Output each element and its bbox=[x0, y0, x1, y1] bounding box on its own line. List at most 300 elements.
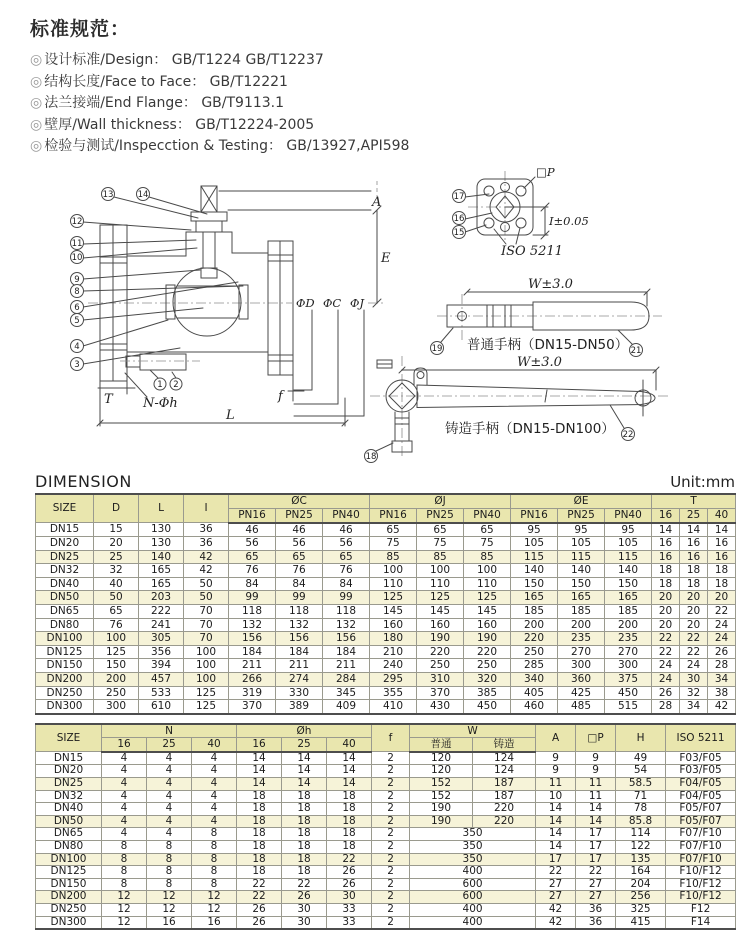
value-cell: 295 bbox=[370, 673, 417, 687]
size-cell: DN200 bbox=[36, 891, 102, 904]
value-cell: 355 bbox=[370, 686, 417, 700]
value-cell: 70 bbox=[184, 605, 229, 619]
value-cell: 185 bbox=[511, 605, 558, 619]
table-row bbox=[36, 523, 736, 537]
size-cell: DN125 bbox=[36, 645, 94, 659]
value-cell: 250 bbox=[464, 659, 511, 673]
col-header-f: f bbox=[372, 724, 410, 752]
value-cell: 27 bbox=[536, 878, 576, 891]
table-row bbox=[36, 778, 736, 791]
callout-18-label: 18 bbox=[365, 451, 377, 462]
value-cell: 8 bbox=[192, 828, 237, 841]
value-cell: 4 bbox=[147, 778, 192, 791]
value-cell: 130 bbox=[139, 523, 184, 537]
value-cell: 38 bbox=[708, 686, 736, 700]
table-row bbox=[36, 605, 736, 619]
value-cell: 2 bbox=[372, 790, 410, 803]
value-cell: 515 bbox=[605, 700, 652, 714]
dimension-table bbox=[35, 493, 736, 715]
value-cell: 14 bbox=[237, 765, 282, 778]
col-header-i: I bbox=[184, 494, 229, 523]
value-cell: 22 bbox=[237, 878, 282, 891]
value-cell: 33 bbox=[327, 916, 372, 929]
value-cell: 125 bbox=[417, 591, 464, 605]
size-cell: DN80 bbox=[36, 618, 94, 632]
value-cell: 54 bbox=[616, 765, 666, 778]
value-cell: 46 bbox=[276, 523, 323, 537]
value-cell: 24 bbox=[680, 659, 708, 673]
value-cell: 125 bbox=[370, 591, 417, 605]
value-cell: 533 bbox=[139, 686, 184, 700]
iso-flange-cell: F04/F05 bbox=[666, 778, 736, 791]
bullet-icon: ◎ bbox=[30, 52, 43, 68]
value-cell: 305 bbox=[139, 632, 184, 646]
dimension-header bbox=[35, 472, 735, 491]
value-cell: 14 bbox=[327, 765, 372, 778]
iso-flange-cell: F07/F10 bbox=[666, 840, 736, 853]
value-cell: 105 bbox=[558, 537, 605, 551]
value-cell: 22 bbox=[327, 853, 372, 866]
value-cell: 185 bbox=[558, 605, 605, 619]
size-cell: DN300 bbox=[36, 916, 102, 929]
table-row bbox=[36, 853, 736, 866]
subheader-oh16: 16 bbox=[237, 738, 282, 752]
value-cell: 140 bbox=[605, 564, 652, 578]
value-cell: 18 bbox=[237, 840, 282, 853]
col-header-iso5211: ISO 5211 bbox=[666, 724, 736, 752]
dim-label-t: T bbox=[104, 391, 113, 407]
iso-flange-cell: F03/F05 bbox=[666, 752, 736, 765]
value-cell: 105 bbox=[511, 537, 558, 551]
value-cell: 125 bbox=[184, 686, 229, 700]
subheader-pn25: PN25 bbox=[276, 508, 323, 523]
value-cell: 65 bbox=[323, 550, 370, 564]
technical-drawing bbox=[0, 158, 750, 470]
value-cell: 220 bbox=[511, 632, 558, 646]
value-cell: 122 bbox=[616, 840, 666, 853]
size-cell: DN20 bbox=[36, 537, 94, 551]
value-cell: 200 bbox=[511, 618, 558, 632]
value-cell: 50 bbox=[184, 591, 229, 605]
value-cell: 34 bbox=[708, 673, 736, 687]
value-cell: 4 bbox=[147, 790, 192, 803]
subheader-pn16: PN16 bbox=[229, 508, 276, 523]
standard-text: 法兰接端/End Flange： GB/T9113.1 bbox=[44, 95, 285, 111]
value-cell: 46 bbox=[323, 523, 370, 537]
subheader-oh40: 40 bbox=[327, 738, 372, 752]
callout-17-label: 17 bbox=[453, 191, 465, 202]
size-cell: DN40 bbox=[36, 577, 94, 591]
value-cell: 65 bbox=[417, 523, 464, 537]
value-cell: 100 bbox=[464, 564, 511, 578]
iso-flange-cell: F14 bbox=[666, 916, 736, 929]
value-cell: 2 bbox=[372, 878, 410, 891]
value-cell: 115 bbox=[558, 550, 605, 564]
col-group-oe: ØE bbox=[511, 494, 652, 509]
value-cell: 12 bbox=[102, 903, 147, 916]
value-cell: 56 bbox=[323, 537, 370, 551]
mounting-table bbox=[35, 723, 736, 930]
callout-13-label: 13 bbox=[102, 189, 114, 200]
table-row bbox=[36, 618, 736, 632]
value-cell: 24 bbox=[652, 659, 680, 673]
value-cell: 274 bbox=[276, 673, 323, 687]
value-cell: 250 bbox=[94, 686, 139, 700]
value-cell: 125 bbox=[184, 700, 229, 714]
value-cell: 610 bbox=[139, 700, 184, 714]
bullet-icon: ◎ bbox=[30, 95, 43, 111]
value-cell: 42 bbox=[536, 916, 576, 929]
size-cell: DN80 bbox=[36, 840, 102, 853]
value-cell: 22 bbox=[536, 866, 576, 879]
value-cell: 99 bbox=[323, 591, 370, 605]
value-cell: 4 bbox=[192, 790, 237, 803]
unit-label: Unit:mm bbox=[670, 472, 735, 491]
size-cell: DN25 bbox=[36, 550, 94, 564]
value-cell: 450 bbox=[464, 700, 511, 714]
value-cell: 145 bbox=[464, 605, 511, 619]
iso5211-mounting-pad-view bbox=[453, 165, 589, 259]
value-cell: 4 bbox=[147, 803, 192, 816]
value-cell: 11 bbox=[576, 778, 616, 791]
value-cell: 4 bbox=[192, 765, 237, 778]
value-cell: 140 bbox=[139, 550, 184, 564]
value-cell: 75 bbox=[370, 537, 417, 551]
value-cell: 26 bbox=[708, 645, 736, 659]
value-cell: 9 bbox=[536, 752, 576, 765]
value-cell: 85 bbox=[464, 550, 511, 564]
col-group-oj: ØJ bbox=[370, 494, 511, 509]
iso-flange-cell: F10/F12 bbox=[666, 891, 736, 904]
value-cell: 220 bbox=[417, 645, 464, 659]
value-cell: 14 bbox=[282, 752, 327, 765]
value-cell: 18 bbox=[327, 790, 372, 803]
value-cell: 9 bbox=[576, 752, 616, 765]
col-header-h: H bbox=[616, 724, 666, 752]
value-cell: 310 bbox=[417, 673, 464, 687]
value-cell: 36 bbox=[576, 903, 616, 916]
value-cell: 49 bbox=[616, 752, 666, 765]
value-cell: 140 bbox=[511, 564, 558, 578]
value-cell: 36 bbox=[576, 916, 616, 929]
value-cell: 360 bbox=[558, 673, 605, 687]
value-cell: 190 bbox=[417, 632, 464, 646]
value-cell: 75 bbox=[464, 537, 511, 551]
table-row bbox=[36, 632, 736, 646]
value-cell: 220 bbox=[473, 803, 536, 816]
value-cell: 14 bbox=[652, 523, 680, 537]
iso-flange-cell: F10/F12 bbox=[666, 866, 736, 879]
value-cell: 190 bbox=[464, 632, 511, 646]
bullet-icon: ◎ bbox=[30, 73, 43, 90]
dim-label-nh: N-Φh bbox=[143, 395, 178, 411]
table-row bbox=[36, 537, 736, 551]
dim-label-i-tolerance: I±0.05 bbox=[549, 213, 589, 228]
value-cell: 18 bbox=[327, 815, 372, 828]
value-cell: 160 bbox=[464, 618, 511, 632]
mounting-table-body bbox=[36, 752, 736, 929]
callout-11-label: 11 bbox=[71, 238, 83, 249]
value-cell: 2 bbox=[372, 840, 410, 853]
col-header-size: SIZE bbox=[36, 724, 102, 752]
value-cell: 42 bbox=[708, 700, 736, 714]
value-cell: 20 bbox=[680, 618, 708, 632]
value-cell: 50 bbox=[94, 591, 139, 605]
dim-label-a: A bbox=[372, 194, 382, 210]
table-row bbox=[36, 866, 736, 879]
iso-flange-cell: F03/F05 bbox=[666, 765, 736, 778]
value-cell: 99 bbox=[229, 591, 276, 605]
value-cell: 4 bbox=[147, 752, 192, 765]
value-cell: 84 bbox=[276, 577, 323, 591]
value-cell: 17 bbox=[576, 828, 616, 841]
value-cell: 12 bbox=[192, 891, 237, 904]
value-cell: 150 bbox=[511, 577, 558, 591]
value-cell: 16 bbox=[708, 537, 736, 551]
size-cell: DN65 bbox=[36, 605, 94, 619]
value-cell: 26 bbox=[327, 878, 372, 891]
value-cell: 14 bbox=[237, 752, 282, 765]
value-cell: 20 bbox=[652, 591, 680, 605]
value-cell: 8 bbox=[147, 878, 192, 891]
standards-section bbox=[0, 0, 750, 158]
value-cell: 18 bbox=[282, 790, 327, 803]
value-cell: 150 bbox=[94, 659, 139, 673]
lever-handle-drawing bbox=[431, 277, 663, 357]
value-cell: 2 bbox=[372, 903, 410, 916]
value-cell: 124 bbox=[473, 765, 536, 778]
value-cell: 76 bbox=[276, 564, 323, 578]
valve-cross-section bbox=[71, 181, 392, 426]
value-cell: 14 bbox=[536, 840, 576, 853]
subheader-pn40: PN40 bbox=[605, 508, 652, 523]
value-cell: 27 bbox=[576, 878, 616, 891]
value-cell: 124 bbox=[473, 752, 536, 765]
value-cell: 71 bbox=[616, 790, 666, 803]
value-cell: 22 bbox=[652, 645, 680, 659]
value-cell: 450 bbox=[605, 686, 652, 700]
value-cell: 150 bbox=[605, 577, 652, 591]
value-cell: 125 bbox=[464, 591, 511, 605]
dim-label-f: f bbox=[278, 388, 283, 404]
callout-22-label: 22 bbox=[622, 429, 634, 440]
value-cell: 14 bbox=[327, 752, 372, 765]
value-cell: 18 bbox=[282, 866, 327, 879]
value-cell: 8 bbox=[102, 866, 147, 879]
dim-label-phij: ΦJ bbox=[350, 295, 365, 310]
col-header-size: SIZE bbox=[36, 494, 94, 523]
value-cell: 203 bbox=[139, 591, 184, 605]
table-row bbox=[36, 840, 736, 853]
value-cell: 16 bbox=[192, 916, 237, 929]
value-cell: 12 bbox=[147, 891, 192, 904]
subheader-t40: 40 bbox=[708, 508, 736, 523]
size-cell: DN200 bbox=[36, 673, 94, 687]
value-cell-merged: 400 bbox=[410, 916, 536, 929]
value-cell: 211 bbox=[229, 659, 276, 673]
value-cell: 78 bbox=[616, 803, 666, 816]
value-cell: 18 bbox=[282, 803, 327, 816]
value-cell: 70 bbox=[184, 618, 229, 632]
value-cell: 2 bbox=[372, 778, 410, 791]
value-cell: 17 bbox=[576, 840, 616, 853]
value-cell: 36 bbox=[184, 523, 229, 537]
size-cell: DN40 bbox=[36, 803, 102, 816]
value-cell: 118 bbox=[276, 605, 323, 619]
iso-flange-cell: F05/F07 bbox=[666, 803, 736, 816]
value-cell: 165 bbox=[139, 577, 184, 591]
value-cell: 125 bbox=[94, 645, 139, 659]
value-cell: 2 bbox=[372, 828, 410, 841]
value-cell: 34 bbox=[680, 700, 708, 714]
size-cell: DN150 bbox=[36, 878, 102, 891]
value-cell: 11 bbox=[576, 790, 616, 803]
value-cell: 32 bbox=[680, 686, 708, 700]
value-cell: 16 bbox=[680, 550, 708, 564]
value-cell: 385 bbox=[464, 686, 511, 700]
value-cell: 145 bbox=[370, 605, 417, 619]
col-group-oc: ØC bbox=[229, 494, 370, 509]
callout-16-label: 16 bbox=[453, 213, 465, 224]
callout-6-label: 6 bbox=[74, 302, 80, 313]
value-cell: 140 bbox=[558, 564, 605, 578]
value-cell: 270 bbox=[605, 645, 652, 659]
value-cell: 389 bbox=[276, 700, 323, 714]
value-cell: 18 bbox=[282, 815, 327, 828]
standard-item bbox=[30, 115, 730, 137]
value-cell: 40 bbox=[94, 577, 139, 591]
value-cell: 430 bbox=[417, 700, 464, 714]
value-cell: 4 bbox=[102, 828, 147, 841]
value-cell: 75 bbox=[417, 537, 464, 551]
value-cell: 4 bbox=[102, 765, 147, 778]
value-cell: 11 bbox=[536, 778, 576, 791]
value-cell: 210 bbox=[370, 645, 417, 659]
value-cell: 14 bbox=[327, 778, 372, 791]
value-cell: 165 bbox=[511, 591, 558, 605]
value-cell: 14 bbox=[536, 828, 576, 841]
value-cell: 8 bbox=[147, 866, 192, 879]
value-cell: 132 bbox=[229, 618, 276, 632]
value-cell: 22 bbox=[652, 632, 680, 646]
value-cell: 200 bbox=[605, 618, 652, 632]
value-cell: 70 bbox=[184, 632, 229, 646]
subheader-oh25: 25 bbox=[282, 738, 327, 752]
table-row bbox=[36, 659, 736, 673]
iso-flange-cell: F10/F12 bbox=[666, 878, 736, 891]
value-cell: 4 bbox=[192, 803, 237, 816]
value-cell: 370 bbox=[417, 686, 464, 700]
value-cell: 85.8 bbox=[616, 815, 666, 828]
value-cell: 99 bbox=[276, 591, 323, 605]
table-row bbox=[36, 790, 736, 803]
value-cell: 42 bbox=[184, 550, 229, 564]
iso-flange-cell: F07/F10 bbox=[666, 828, 736, 841]
value-cell: 4 bbox=[102, 803, 147, 816]
table-row bbox=[36, 815, 736, 828]
value-cell: 110 bbox=[464, 577, 511, 591]
value-cell: 4 bbox=[102, 815, 147, 828]
table-row bbox=[36, 591, 736, 605]
value-cell: 22 bbox=[576, 866, 616, 879]
value-cell: 8 bbox=[102, 853, 147, 866]
value-cell: 2 bbox=[372, 866, 410, 879]
lever-handle-caption: 普通手柄（DN15-DN50） bbox=[467, 336, 629, 353]
value-cell: 190 bbox=[410, 815, 473, 828]
value-cell: 16 bbox=[147, 916, 192, 929]
dimension-table-body bbox=[36, 523, 736, 714]
dim-label-square-p: □P bbox=[536, 164, 555, 179]
value-cell: 100 bbox=[184, 659, 229, 673]
value-cell: 14 bbox=[708, 523, 736, 537]
value-cell: 8 bbox=[102, 840, 147, 853]
col-header-a: A bbox=[536, 724, 576, 752]
table-row bbox=[36, 752, 736, 765]
value-cell: 30 bbox=[282, 916, 327, 929]
value-cell: 28 bbox=[652, 700, 680, 714]
value-cell: 319 bbox=[229, 686, 276, 700]
value-cell: 187 bbox=[473, 790, 536, 803]
value-cell: 14 bbox=[282, 765, 327, 778]
value-cell: 56 bbox=[229, 537, 276, 551]
value-cell: 58.5 bbox=[616, 778, 666, 791]
value-cell: 16 bbox=[680, 537, 708, 551]
value-cell: 26 bbox=[282, 891, 327, 904]
value-cell: 460 bbox=[511, 700, 558, 714]
value-cell: 65 bbox=[370, 523, 417, 537]
value-cell: 65 bbox=[276, 550, 323, 564]
value-cell: 25 bbox=[94, 550, 139, 564]
size-cell: DN150 bbox=[36, 659, 94, 673]
value-cell: 4 bbox=[147, 828, 192, 841]
value-cell: 8 bbox=[102, 878, 147, 891]
cast-handle-caption: 铸造手柄（DN15-DN100） bbox=[445, 420, 615, 437]
value-cell: 145 bbox=[417, 605, 464, 619]
value-cell: 12 bbox=[147, 903, 192, 916]
value-cell: 132 bbox=[323, 618, 370, 632]
value-cell: 118 bbox=[229, 605, 276, 619]
value-cell: 165 bbox=[605, 591, 652, 605]
subheader-pn25: PN25 bbox=[417, 508, 464, 523]
value-cell: 26 bbox=[237, 903, 282, 916]
value-cell: 30 bbox=[680, 673, 708, 687]
cast-handle-width-dim: W±3.0 bbox=[517, 354, 562, 370]
iso-flange-cell: F12 bbox=[666, 903, 736, 916]
value-cell: 120 bbox=[410, 765, 473, 778]
value-cell: 152 bbox=[410, 790, 473, 803]
value-cell: 20 bbox=[94, 537, 139, 551]
subheader-pn25: PN25 bbox=[558, 508, 605, 523]
value-cell: 85 bbox=[370, 550, 417, 564]
value-cell: 120 bbox=[410, 752, 473, 765]
standard-item bbox=[30, 136, 730, 158]
callout-12-label: 12 bbox=[71, 216, 83, 227]
value-cell: 85 bbox=[417, 550, 464, 564]
callout-5-label: 5 bbox=[74, 315, 80, 326]
value-cell: 20 bbox=[652, 605, 680, 619]
value-cell: 36 bbox=[184, 537, 229, 551]
table-row bbox=[36, 878, 736, 891]
subheader-n25: 25 bbox=[147, 738, 192, 752]
value-cell: 4 bbox=[147, 815, 192, 828]
value-cell: 409 bbox=[323, 700, 370, 714]
value-cell: 375 bbox=[605, 673, 652, 687]
value-cell: 76 bbox=[229, 564, 276, 578]
col-header-d: D bbox=[94, 494, 139, 523]
value-cell: 20 bbox=[652, 618, 680, 632]
value-cell: 9 bbox=[576, 765, 616, 778]
value-cell: 110 bbox=[417, 577, 464, 591]
